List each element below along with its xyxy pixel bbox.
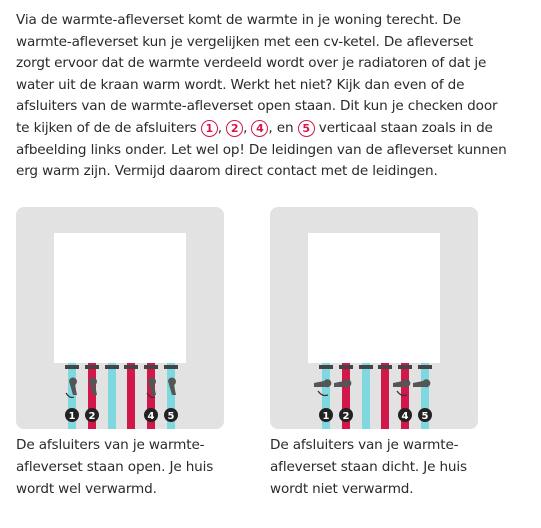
caption-line: afleverset staan dicht. Je huis [270,459,467,475]
caption-line: wordt niet verwarmd. [270,481,414,497]
intro-text: te kijken of de de afsluiters [16,119,201,136]
caption-line: afleverset staan open. Je huis [16,459,214,475]
intro-text: verticaal staan zoals in de [314,119,493,136]
valve-badge-label: 4 [401,411,409,422]
intro-text: , [243,119,252,136]
unit-housing [54,233,186,363]
caption-valves-closed [270,434,500,500]
hot-pipe [127,363,135,429]
unit-housing [308,233,440,363]
intro-line: warmte-afleverset kun je vergelijken met een cv-ketel. De afleverset [16,33,474,50]
intro-text: , [217,119,227,136]
intro-line: afsluiters van de warmte-afleverset open staan. Dit kun je checken door [16,98,498,115]
valve-number-badge: 4 [251,120,268,137]
caption-line: De afsluiters van je warmte- [16,437,205,453]
intro-line [16,118,531,140]
intro-line: water uit de kraan warm wordt. Werkt het niet? Kijk dan even of de [16,76,465,93]
valve-badge-label: 2 [88,411,96,422]
valve-number-badge: 2 [226,120,243,137]
caption-valves-open [16,434,246,500]
cold-pipe [362,363,370,429]
valve-badge-label: 1 [322,411,330,422]
diagram-valves-closed [270,207,478,429]
intro-line: zorgt ervoor dat de warmte verdeeld wordt over je radiatoren of dat je [16,55,487,72]
diagram-valves-open [16,207,224,429]
valve-badge-label: 1 [68,411,76,422]
valve-number-badge: 5 [298,120,315,137]
intro-line: erg warm zijn. Vermijd daarom direct contact met de leidingen. [16,163,438,180]
valve-badge-label: 5 [167,411,175,422]
valve-badge-label: 4 [147,411,155,422]
intro-line: Via de warmte-afleverset komt de warmte in je woning terecht. De [16,12,461,28]
hot-pipe [381,363,389,429]
caption-line: De afsluiters van je warmte- [270,437,459,453]
valve-badge-label: 5 [421,411,429,422]
valve-number-badge: 1 [201,120,218,137]
intro-text: , en [268,119,298,136]
caption-line: wordt wel verwarmd. [16,481,157,497]
valve-badge-label: 2 [342,411,350,422]
intro-line: afbeelding links onder. Let wel op! De leidingen van de afleverset kunnen [16,141,507,158]
intro-paragraph [16,10,531,183]
cold-pipe [108,363,116,429]
